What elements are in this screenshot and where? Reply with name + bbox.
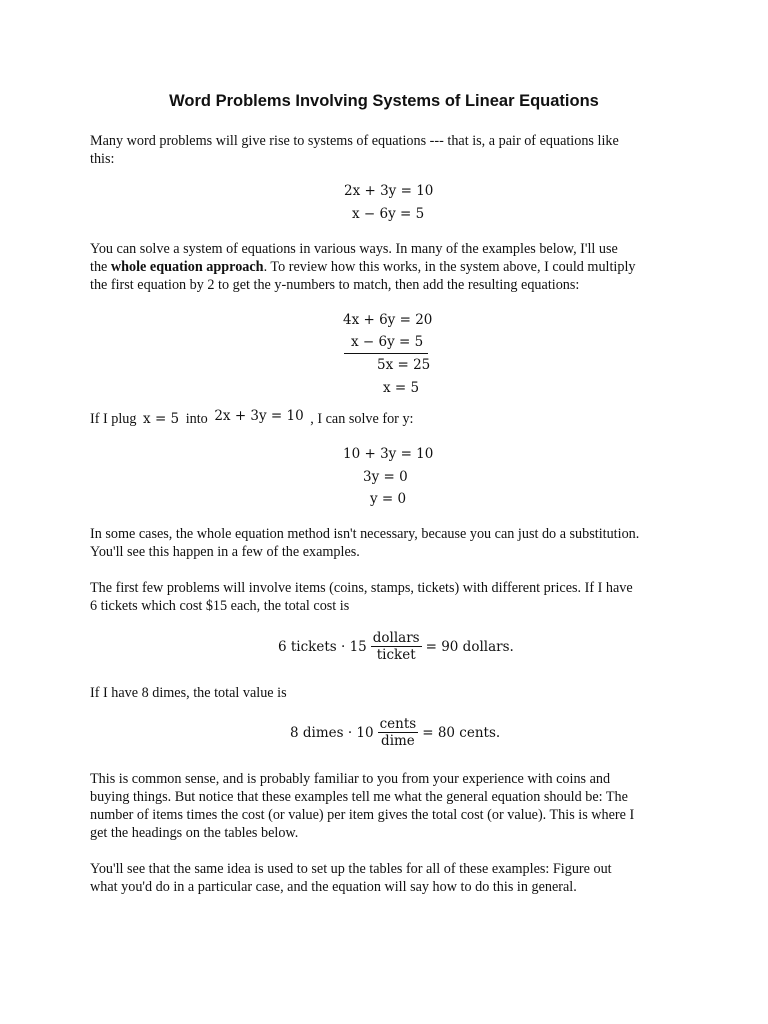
dimes-eq-right: = 80 cents. [422, 725, 501, 741]
plug-math-equation: 2x + 3y = 10 [214, 408, 304, 424]
plug-post: , I can solve for y: [310, 411, 414, 427]
prices-line-1: The first few problems will involve items (coins, stamps, tickets) with different prices. If I have [90, 580, 633, 596]
intro-line-1: Many word problems will give rise to systems of equations --- that is, a pair of equations like [90, 133, 619, 149]
plug-mid: into [185, 411, 208, 427]
elimination-sum-rule [344, 353, 428, 354]
solve-y-eq2: 3y = 0 [363, 469, 408, 485]
tickets-eq-fraction [371, 630, 422, 664]
substitution-line-1: In some cases, the whole equation method isn't necessary, because you can just do a substitution. [90, 526, 640, 542]
tables-line-2: what you'd do in a particular case, and the equation will say how to do this in general. [90, 879, 577, 895]
solve-y-eq1: 10 + 3y = 10 [343, 446, 434, 462]
tickets-equation [278, 630, 514, 664]
elimination-result: x = 5 [383, 380, 420, 396]
dimes-intro: If I have 8 dimes, the total value is [90, 685, 287, 701]
tickets-eq-left: 6 tickets · 15 [278, 639, 367, 655]
solve-y-eq3: y = 0 [370, 491, 407, 507]
intro-paragraph [90, 132, 680, 168]
plug-pre: If I plug [90, 411, 137, 427]
page-title: Word Problems Involving Systems of Linear Equations [169, 92, 599, 110]
system1-eq2: x − 6y = 5 [352, 206, 425, 222]
dimes-eq-left: 8 dimes · 10 [290, 725, 374, 741]
dimes-eq-denominator: dime [378, 732, 419, 750]
tables-line-1: You'll see that the same idea is used to set up the tables for all of these examples: Figure out [90, 861, 612, 877]
tickets-eq-numerator: dollars [372, 630, 420, 646]
method-line-2-post: . To review how this works, in the system above, I could multiply [263, 259, 636, 275]
system1-eq1: 2x + 3y = 10 [344, 183, 434, 199]
prices-paragraph [90, 579, 680, 615]
tickets-eq-denominator: ticket [371, 646, 422, 664]
method-line-3: the first equation by 2 to get the y-numbers to match, then add the resulting equations: [90, 277, 580, 293]
dimes-equation [290, 716, 500, 750]
dimes-eq-numerator: cents [379, 716, 417, 732]
common-sense-line-2: buying things. But notice that these examples tell me what the general equation should be: The [90, 789, 628, 805]
common-sense-line-4: get the headings on the tables below. [90, 825, 299, 841]
tickets-eq-right: = 90 dollars. [425, 639, 514, 655]
common-sense-line-1: This is common sense, and is probably familiar to you from your experience with coins and [90, 771, 611, 787]
elimination-eq1: 4x + 6y = 20 [343, 312, 433, 328]
tables-paragraph [90, 860, 680, 896]
common-sense-line-3: number of items times the cost (or value) per item gives the total cost (or value). This is where I [90, 807, 635, 823]
method-line-1: You can solve a system of equations in various ways. In many of the examples below, I'll use [90, 241, 618, 257]
elimination-sum: 5x = 25 [377, 357, 431, 373]
elimination-eq2: x − 6y = 5 [351, 334, 424, 350]
substitution-line-2: You'll see this happen in a few of the examples. [90, 544, 360, 560]
common-sense-paragraph [90, 770, 680, 842]
intro-line-2: this: [90, 151, 115, 167]
dimes-eq-fraction [378, 716, 419, 750]
method-paragraph [90, 240, 680, 294]
prices-line-2: 6 tickets which cost $15 each, the total cost is [90, 598, 350, 614]
plug-math-x: x = 5 [143, 411, 180, 427]
whole-equation-approach-term: whole equation approach [110, 259, 264, 275]
method-line-2 [90, 258, 680, 276]
substitution-paragraph [90, 525, 680, 561]
plug-sentence [90, 408, 414, 428]
method-line-2-pre: the [90, 259, 111, 275]
